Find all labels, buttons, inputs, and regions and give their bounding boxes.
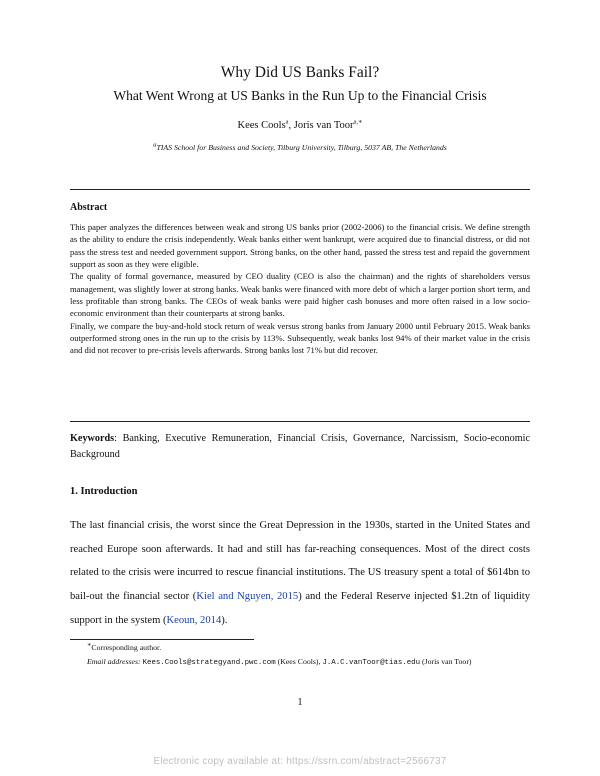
citation-link[interactable]: Keoun, 2014 <box>166 614 222 626</box>
affiliation-text: TIAS School for Business and Society, Tilburg University, Tilburg, 5037 AB, The Netherlands <box>156 143 447 152</box>
footnote-corresponding <box>87 643 161 652</box>
footnote-marker: ∗ <box>87 641 92 649</box>
author-name: Joris van Toor <box>293 120 354 131</box>
intro-paragraph <box>70 514 530 633</box>
abstract-body <box>70 221 530 357</box>
keywords <box>70 431 530 462</box>
abstract-paragraph: The quality of formal governance, measured by CEO duality (CEO is also the chairman) and the rights of shareholders versus management, was slightly lower at strong banks. Weak banks were financed with more debt of which a larger portion short term, and less profitable than strong banks. The CEOs of weak banks were paid higher cash bonuses and more often raised in a low socio-economic environment than their counterparts at strong banks. <box>70 271 530 319</box>
footnote-rule <box>70 639 254 640</box>
ssrn-watermark[interactable]: Electronic copy available at: https://ssrn.com/abstract=2566737 <box>153 756 447 767</box>
abstract-paragraph: Finally, we compare the buy-and-hold stock return of weak versus strong banks from January 2000 until February 2015. Weak banks outperformed strong ones in the run up to the crisis by 113%. Subsequently, weak banks lost 94% of their market value in the crisis and did not recover to pre-crisis levels afterwards. Strong banks lost 71% but did recover. <box>70 320 530 356</box>
body-text: The last financial crisis, the worst since the Great Depression in the 1930s, started in the United States and reached Europe soon afterwards. It had and still has far-reaching consequences. Most of the direct costs related to the crisis were incurred to rescue financial institutions. The US treasury spent a total of $614bn to bail-out the financial sector ( <box>70 520 530 603</box>
section-heading: 1. Introduction <box>70 486 138 497</box>
author-line <box>0 120 600 131</box>
page-number: 1 <box>297 697 303 708</box>
email-label: Email addresses: <box>87 657 141 666</box>
abstract-bottom-rule <box>70 421 530 422</box>
affiliation-marker: a,∗ <box>353 118 363 126</box>
footnote-text: Corresponding author. <box>91 643 162 652</box>
keywords-label: Keywords <box>70 433 115 444</box>
email-owner: (Joris van Toor) <box>420 657 472 666</box>
affiliation-marker: a <box>285 118 289 126</box>
citation-link[interactable]: Kiel and Nguyen, 2015 <box>196 591 299 603</box>
affiliation <box>0 143 600 152</box>
email-link[interactable]: Kees.Cools@strategyand.pwc.com <box>142 659 276 667</box>
body-text: ). <box>221 614 228 626</box>
keywords-text: : Banking, Executive Remuneration, Financial Crisis, Governance, Narcissism, Socio-economic Background <box>70 433 530 460</box>
affiliation-marker: a <box>153 141 157 149</box>
footnote-emails <box>70 656 540 669</box>
paper-subtitle: What Went Wrong at US Banks in the Run Up to the Financial Crisis <box>113 88 487 103</box>
abstract-paragraph: This paper analyzes the differences between weak and strong US banks prior (2002-2006) to the financial crisis. We define strength as the ability to endure the crisis independently. Weak banks either went bankrupt, were acquired due to financial distress, or did not pass the stress test and needed government support. Strong banks, on the other hand, passed the stress test and repaid the government support as soon as they were eligible. <box>70 222 530 270</box>
author-name: Kees Cools <box>237 120 286 131</box>
body-text: ) and the Federal Reserve injected $1.2tn of liquidity support in the system ( <box>70 591 530 626</box>
abstract-top-rule <box>70 189 530 190</box>
email-owner: (Kees Cools), <box>275 657 323 666</box>
author-separator: , <box>288 120 294 131</box>
paper-title: Why Did US Banks Fail? <box>220 64 380 81</box>
abstract-heading: Abstract <box>70 202 108 213</box>
email-link[interactable]: J.A.C.vanToor@tias.edu <box>322 659 421 667</box>
